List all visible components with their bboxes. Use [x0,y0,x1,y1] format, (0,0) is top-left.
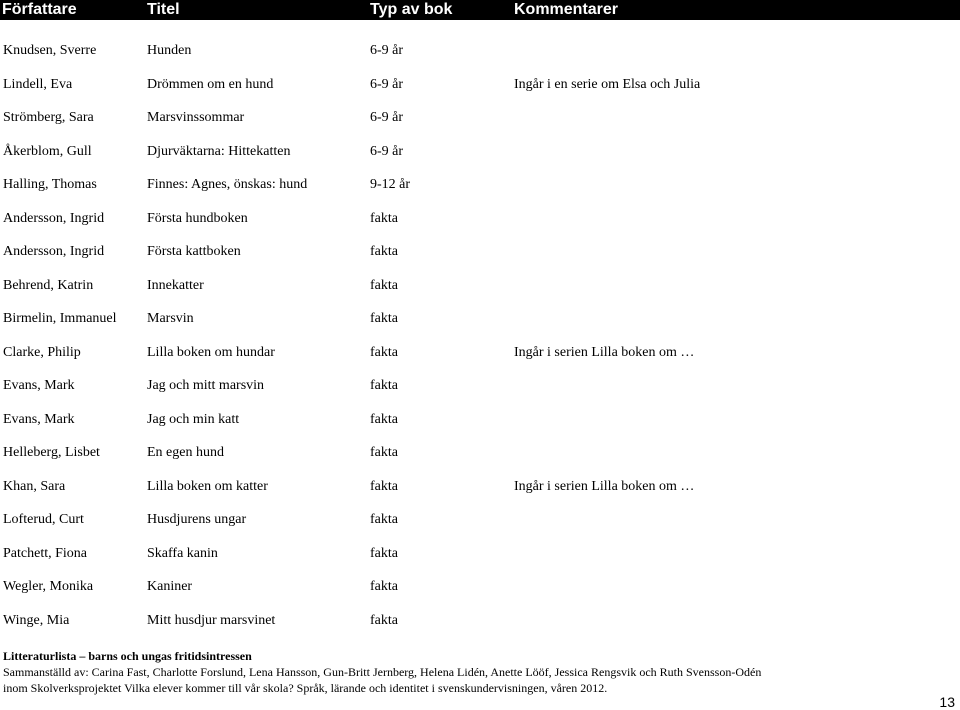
author-cell: Evans, Mark [3,378,75,393]
book-type-cell: fakta [370,277,398,293]
book-list [0,40,960,643]
book-type-cell: fakta [370,478,398,494]
table-row [0,375,960,409]
title-cell: Djurväktarna: Hittekatten [147,143,291,159]
book-type-cell: 6-9 år [370,110,404,125]
title-cell: Husdjurens ungar [147,512,247,527]
header-title: Titel [147,1,180,18]
table-row [0,308,960,342]
header-book-type: Typ av bok [370,1,453,18]
title-cell: Hunden [147,43,192,58]
author-cell: Behrend, Katrin [3,277,94,293]
comment-cell: Ingår i en serie om Elsa och Julia [514,76,701,92]
table-row [0,208,960,242]
comment-cell: Ingår i serien Lilla boken om … [514,344,695,360]
title-cell: Drömmen om en hund [147,76,274,92]
table-row [0,107,960,141]
book-type-cell: fakta [370,612,398,628]
author-cell: Knudsen, Sverre [3,43,97,58]
table-row [0,275,960,309]
footer-title: Litteraturlista – barns och ungas fritidsintressen [3,649,252,663]
page-number: 13 [939,694,955,710]
table-row [0,74,960,108]
title-cell: Jag och min katt [147,411,240,427]
author-cell: Winge, Mia [3,612,70,628]
footer-compiled-by: Sammanställd av: Carina Fast, Charlotte Forslund, Lena Hansson, Gun-Britt Jernberg, Helena Lidén, Anette Lööf, Jessica Rengsvik och Ruth Svensson-Odén [3,665,762,679]
header-comments: Kommentarer [514,1,619,18]
title-cell: Mitt husdjur marsvinet [147,612,276,628]
page-footer [3,648,943,696]
table-row [0,409,960,443]
book-type-cell: fakta [370,445,398,460]
title-cell: Jag och mitt marsvin [147,378,265,393]
author-cell: Åkerblom, Gull [3,143,92,159]
author-cell: Evans, Mark [3,411,75,427]
title-cell: Första hundboken [147,210,248,226]
title-cell: Lilla boken om hundar [147,344,275,360]
book-type-cell: 6-9 år [370,143,404,159]
title-cell: Finnes: Agnes, önskas: hund [147,177,308,192]
book-type-cell: fakta [370,344,398,360]
table-row [0,141,960,175]
author-cell: Strömberg, Sara [3,110,94,125]
table-row [0,241,960,275]
title-cell: Första kattboken [147,244,241,259]
table-row [0,543,960,577]
title-cell: Skaffa kanin [147,545,218,561]
author-cell: Birmelin, Immanuel [3,311,117,326]
book-type-cell: fakta [370,512,398,527]
table-row [0,476,960,510]
title-cell: Marsvin [147,311,194,326]
book-type-cell: 6-9 år [370,76,404,92]
author-cell: Helleberg, Lisbet [3,445,100,460]
title-cell: Lilla boken om katter [147,478,268,494]
author-cell: Clarke, Philip [3,344,81,360]
book-type-cell: 9-12 år [370,177,411,192]
book-type-cell: fakta [370,411,398,427]
table-row [0,40,960,74]
author-cell: Andersson, Ingrid [3,210,105,226]
comment-cell: Ingår i serien Lilla boken om … [514,478,695,494]
title-cell: Innekatter [147,277,204,293]
book-type-cell: fakta [370,378,398,393]
book-type-cell: fakta [370,244,398,259]
title-cell: Kaniner [147,579,193,594]
table-row [0,576,960,610]
title-cell: Marsvinssommar [147,110,245,125]
author-cell: Khan, Sara [3,478,66,494]
table-row [0,442,960,476]
table-header [0,0,960,20]
table-row [0,342,960,376]
book-type-cell: fakta [370,210,398,226]
author-cell: Wegler, Monika [3,579,94,594]
book-type-cell: fakta [370,311,398,326]
author-cell: Patchett, Fiona [3,545,87,561]
table-row [0,509,960,543]
book-type-cell: fakta [370,545,398,561]
table-row [0,610,960,644]
book-type-cell: fakta [370,579,398,594]
author-cell: Halling, Thomas [3,177,97,192]
table-row [0,174,960,208]
header-author: Författare [2,1,77,18]
book-type-cell: 6-9 år [370,43,404,58]
footer-project: inom Skolverksprojektet Vilka elever kommer till vår skola? Språk, lärande och identitet i svenskundervisningen, våren 2012. [3,681,608,695]
author-cell: Andersson, Ingrid [3,244,105,259]
author-cell: Lofterud, Curt [3,512,84,527]
title-cell: En egen hund [147,445,224,460]
author-cell: Lindell, Eva [3,76,73,92]
